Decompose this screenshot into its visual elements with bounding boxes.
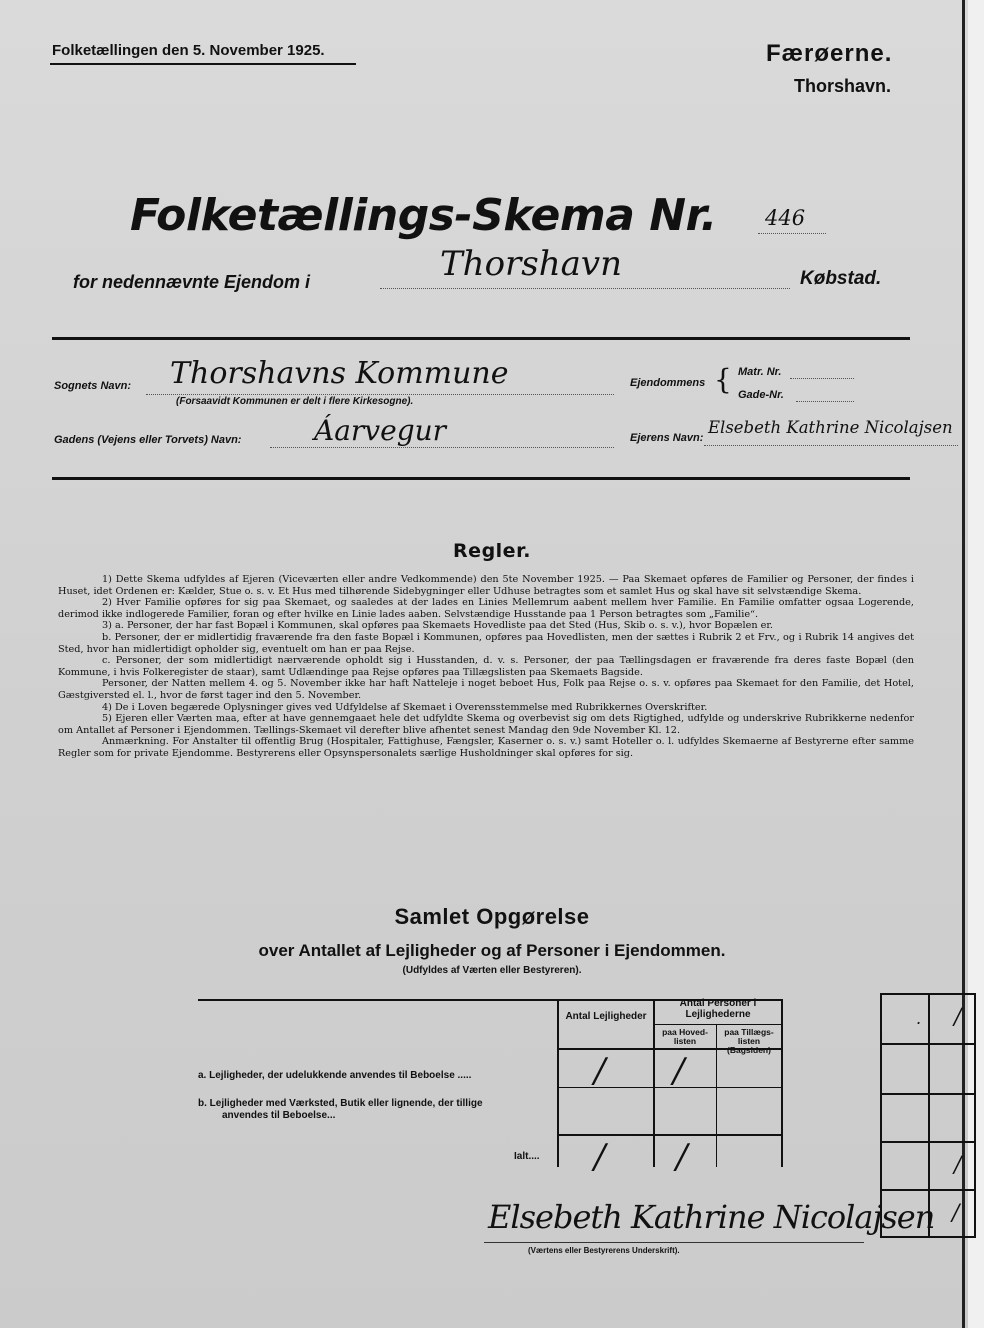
- tally-r1-left[interactable]: .: [916, 1009, 922, 1028]
- tally-r1-right[interactable]: /: [954, 1005, 962, 1030]
- form-title: Folketællings-Skema Nr.: [130, 190, 717, 241]
- tally-r4-right[interactable]: /: [954, 1153, 962, 1178]
- owner-label: Ejerens Navn:: [630, 432, 704, 444]
- host-signature[interactable]: Elsebeth Kathrine Nicolajsen: [488, 1198, 935, 1236]
- col-main-list: paa Hoved-listen: [662, 1027, 708, 1046]
- rules-note: Anmærkning. For Anstalter til offentlig Brug (Hospitaler, Fattighuse, Fængsler, Kaserner o. s. v.) samt Hoteller o. l. udfyldes Skemaerne af Bestyrerne efter samme Regler som for private Ejendomme. Bestyrerens eller Opsynspersonalets særlige Husholdninger skal opføres for sig.: [58, 736, 914, 759]
- owner-handwritten[interactable]: Elsebeth Kathrine Nicolajsen: [708, 418, 953, 437]
- parish-label: Sognets Navn:: [54, 380, 132, 392]
- street-number-dots: [796, 401, 854, 402]
- row-total-label: Ialt....: [514, 1151, 540, 1162]
- rule-3d: Personer, der Natten mellem 4. og 5. November ikke har haft Natteleje i noget beboet Hus, Folk paa Rejse o. s. v. opføres paa Skemaet for den Familie, det Hotel, Gæstgiversted el. l., hvor de først tager ind den 5. November.: [58, 678, 914, 701]
- street-dots: [270, 447, 614, 448]
- property-location-dots: [380, 288, 790, 289]
- property-label: Ejendommens: [630, 377, 706, 389]
- street-handwritten[interactable]: Áarvegur: [314, 414, 447, 447]
- owner-dots: [704, 445, 958, 446]
- tally-grid-hline-1: [882, 1043, 974, 1045]
- total-apartments-mark[interactable]: /: [594, 1137, 606, 1177]
- row-b-label: b. Lejligheder med Værksted, Butik eller lignende, der tillige: [198, 1098, 483, 1109]
- parish-handwritten[interactable]: Thorshavns Kommune: [170, 356, 509, 391]
- signature-caption: (Værtens eller Bestyrerens Underskrift).: [528, 1246, 680, 1255]
- town-label: Thorshavn.: [794, 76, 892, 96]
- summary-note: (Udfyldes af Værten eller Bestyreren).: [402, 965, 582, 976]
- parish-note: (Forsaavidt Kommunen er delt i flere Kirkesogne).: [176, 396, 414, 407]
- property-brace: {: [714, 363, 732, 396]
- property-location-label: for nedennævnte Ejendom i: [73, 272, 311, 292]
- census-date-header: Folketællingen den 5. November 1925.: [52, 42, 325, 59]
- table-subheader-rule: [653, 1024, 783, 1025]
- parish-dots: [146, 394, 614, 395]
- tally-grid-hline-2: [882, 1093, 974, 1095]
- tally-grid-hline-4: [882, 1189, 974, 1191]
- rules-body: [58, 574, 914, 760]
- row-a-persons-mark[interactable]: /: [673, 1051, 685, 1091]
- tally-r5-right[interactable]: /: [952, 1201, 960, 1226]
- col-persons: Antal Personer i Lejlighederne: [679, 998, 757, 1020]
- form-number-dots: [758, 233, 826, 234]
- tally-grid-hline-3: [882, 1141, 974, 1143]
- rule-5: 5) Ejeren eller Værten maa, efter at have gennemgaaet hele det udfyldte Skema og overbevist sig om dets Rigtighed, udfylde og underskrive Rubrikkerne nedenfor om Antallet af Personer i Ejendommen. Tællings-Skemaet vil derefter blive afhentet senest Mandag den 9de November Kl. 12.: [58, 713, 914, 736]
- rule-3b: b. Personer, der er midlertidig fraværende fra den faste Bopæl i Kommunen, opføres paa Hovedlisten, men der sættes i Rubrik 2 et Frv., og i Rubrik 14 angives det Sted, hvor han midlertidigt opholder sig, eventuelt om han er paa Rejse.: [58, 631, 914, 655]
- matr-dots: [790, 378, 854, 379]
- col-apartments: Antal Lejligheder: [565, 1011, 647, 1022]
- signature-line: [484, 1242, 864, 1243]
- street-label: Gadens (Vejens eller Torvets) Navn:: [54, 434, 242, 446]
- table-divider-1: [557, 999, 559, 1167]
- table-divider-3: [716, 1025, 717, 1167]
- row-b-label-cont: anvendes til Beboelse...: [222, 1110, 336, 1121]
- form-number-handwritten[interactable]: 446: [765, 206, 806, 230]
- property-location-handwritten[interactable]: Thorshavn: [440, 244, 623, 284]
- total-persons-mark[interactable]: /: [676, 1137, 688, 1177]
- table-row-b-rule: [557, 1134, 783, 1136]
- rule-2: 2) Hver Familie opføres for sig paa Skemaet, og saaledes at der lades en Linies Mellemrum aabent mellem hver Familie. En Familie omfatter ogsaa Logerende, derimod ikke indlogerede Familier, foran og efter hvilke en Linie lades aaben. Selvstændige Husstande paa 1 Person betragtes som „Familie“.: [58, 597, 914, 620]
- table-row-a-rule: [557, 1087, 783, 1088]
- col-supplementary-list: paa Tillægs-listen (Bagsiden): [724, 1027, 774, 1055]
- rule-4: 4) De i Loven begærede Oplysninger gives ved Udfyldelse af Skemaet i Overensstemmelse med Rubrikkernes Overskrifter.: [102, 701, 708, 713]
- street-number-label: Gade-Nr.: [738, 389, 784, 401]
- rules-heading: Regler.: [453, 540, 531, 562]
- borough-label: Købstad.: [800, 268, 882, 289]
- rule-3c: c. Personer, der som midlertidigt nærværende opholdt sig i Husstanden, d. v. s. Personer, der paa Tællingsdagen er fraværende fra deres faste Bopæl (den Kommune, i hvis Folkeregister de staar), samt Udlændinge paa Rejse opføres paa Tillægslisten paa Skemaets Bagside.: [58, 655, 914, 678]
- rule-3a: 3) a. Personer, der har fast Bopæl i Kommunen, skal opføres paa Skemaets Hovedliste paa det Sted (Hus, Skib o. s. v.), hvor Bopælen er.: [102, 620, 774, 632]
- summary-subtitle: over Antallet af Lejligheder og af Personer i Ejendommen.: [258, 941, 726, 960]
- section-rule-bottom: [52, 477, 910, 480]
- row-a-apartments-mark[interactable]: /: [594, 1051, 606, 1091]
- matr-label: Matr. Nr.: [738, 366, 782, 378]
- rule-1: 1) Dette Skema udfyldes af Ejeren (Viceværten eller andre Vedkommende) den 5te November 1925. — Paa Skemaet opføres de Familier og Personer, der findes i Huset, idet Ordenen er: Kælder, Stue o. s. v. Et Hus med tilhørende Sidebygninger eller Udhuse betragtes som et samlet Hus og skal have sit selvstændige Skema.: [58, 574, 914, 597]
- row-a-label: a. Lejligheder, der udelukkende anvendes til Beboelse .....: [198, 1070, 472, 1081]
- summary-title: Samlet Opgørelse: [394, 904, 590, 929]
- section-rule-top: [52, 337, 910, 340]
- region-label: Færøerne.: [766, 40, 893, 67]
- header-underline: [50, 63, 356, 65]
